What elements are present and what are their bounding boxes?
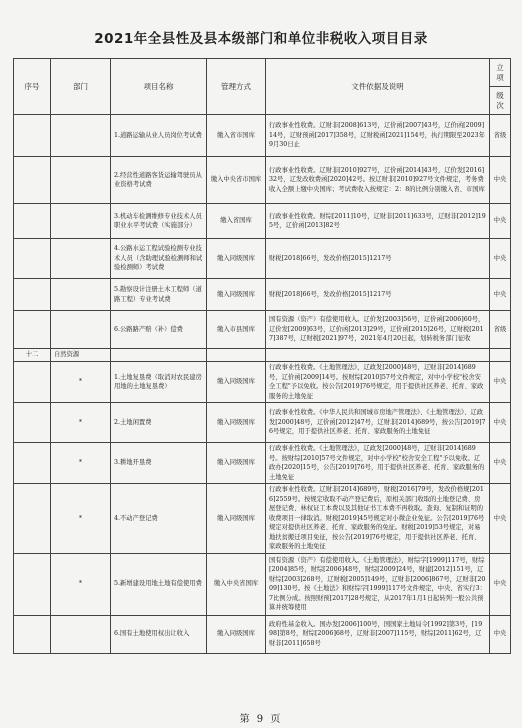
item-name-cell: 1.土地复垦费（取消对农民建房用地的土地复垦费）: [111, 362, 207, 403]
header-seq: 序号: [14, 59, 51, 115]
basis-cell: 行政事业性收费。《土地管理法》，辽政发[2000]48号，辽财非[2014]689号，辽价函[2009]14号。按财综[2010]57号文件规定，对中小学校"校舍安全工程"予以免收。按公告[2019]76号规定，用于提供社区养老、托育、家政服务的土地免征: [266, 362, 490, 403]
item-name-cell: 2.土地闲置费: [111, 403, 207, 443]
table-row: [14, 311, 511, 349]
category-seq: 十二: [14, 349, 51, 362]
item-name-cell: 5.新增建设用地土地有偿使用费: [111, 553, 207, 615]
table-row: [14, 362, 511, 403]
basis-cell: 行政事业性收费。辽财非[2008]613号，辽价函[2007]43号，辽价函[2009]14号，辽财预函[2017]358号，辽财税函[2021]154号，执行期限至2023年9月30日止: [266, 115, 490, 157]
item-name-cell: 2.经营性道路客货运输驾驶员从业资格考试费: [111, 157, 207, 204]
table-row: [14, 239, 511, 279]
table-row: [14, 615, 511, 653]
category-row: [14, 349, 511, 362]
item-name-cell: 6.公路路产赔（补）偿费: [111, 311, 207, 349]
mgmt-cell: 缴入同级国库: [207, 484, 266, 554]
level-cell: 中央: [490, 362, 511, 403]
mgmt-cell: 缴入中央省市国库: [207, 157, 266, 204]
mgmt-cell: 缴入省市国库: [207, 115, 266, 157]
level-cell: 中央: [490, 553, 511, 615]
item-name-cell: 5.勘察设计注册土木工程师（道路工程）专业考试费: [111, 279, 207, 311]
table-row: [14, 484, 511, 554]
header-dept: 部门: [51, 59, 111, 115]
mgmt-cell: 缴入同级国库: [207, 403, 266, 443]
item-name-cell: 4.公路水运工程试验检测专业技术人员（含助理试验检测师和试验检测师）考试费: [111, 239, 207, 279]
item-name-cell: 3.耕地开垦费: [111, 443, 207, 484]
basis-cell: 国有资源（资产）有偿使用收入。《土地管理法》，财综字[1999]117号，财综[2004]85号，财综[2006]48号，财综[2009]24号，财建[2012]151号，辽财综[2003]268号，辽财税[2005]149号，辽财非[2006]867号，辽财非[2009]130号。按《土地法》和财综字[1999]117号文件规定，中央、省实行3：7比例分成。按照财预[2017]28号规定，从2017年1月1日起转列一般公共预算并统筹使用: [266, 553, 490, 615]
level-cell: 中央: [490, 615, 511, 653]
table-row: [14, 115, 511, 157]
basis-cell: 行政事业性收费。《中华人民共和国城市房地产管理法》、《土地管理法》、辽政发[2000]48号，辽价函[2012]47号，辽财非[2014]689号，按公告[2019]76号规定，用于提供社区养老、托育、家政服务的土地免征: [266, 403, 490, 443]
mgmt-cell: 缴入同级国库: [207, 615, 266, 653]
basis-cell: 行政事业性收费。财综[2011]10号，辽财非[2011]633号，辽财非[2012]195号，辽价函[2013]82号: [266, 204, 490, 239]
basis-cell: 政府性基金收入。国办发[2006]100号，国国家土地局令[1992]第3号，[1998]第8号，财综[2006]68号，辽财非[2007]115号，财综[2011]62号，辽财非[2011]658号: [266, 615, 490, 653]
star-mark: *: [51, 362, 111, 403]
level-cell: 中央: [490, 157, 511, 204]
level-cell: 中央: [490, 239, 511, 279]
header-item: 项目名称: [111, 59, 207, 115]
table-row: [14, 204, 511, 239]
table-row: [14, 553, 511, 615]
mgmt-cell: 缴入中央省国库: [207, 553, 266, 615]
document-title: 2021年全县性及县本级部门和单位非税收入项目目录: [94, 31, 428, 47]
star-mark: *: [51, 443, 111, 484]
item-name-cell: 3.机动车检测维修专业技术人员职业水平考试费（实施部分）: [111, 204, 207, 239]
category-dept: 自然资源: [51, 349, 111, 362]
basis-cell: 行政事业性收费。《土地管理法》，辽政发[2000]48号，辽财非[2014]689号。按财综[2010]57号文件规定，对中小学校"校舍安全工程"予以免收。辽政办[2020]15号，公告[2019]76号，用于提供社区养老、托育、家政服务的土地免征: [266, 443, 490, 484]
table-row: [14, 157, 511, 204]
header-level-bottom: 级次: [490, 87, 511, 115]
table-row: [14, 443, 511, 484]
revenue-items-table: [13, 58, 511, 654]
level-cell: 中央: [490, 484, 511, 554]
header-basis: 文件依据及说明: [266, 59, 490, 115]
item-name-cell: 1.道路运输从业人员岗位考试费: [111, 115, 207, 157]
header-level-top: 立项: [490, 59, 511, 87]
item-name-cell: 4.不动产登记费: [111, 484, 207, 554]
level-cell: 省级: [490, 311, 511, 349]
table-row: [14, 403, 511, 443]
mgmt-cell: 缴入同级国库: [207, 362, 266, 403]
mgmt-cell: 缴入省国库: [207, 204, 266, 239]
mgmt-cell: 缴入市县国库: [207, 311, 266, 349]
level-cell: 中央: [490, 443, 511, 484]
level-cell: 省级: [490, 115, 511, 157]
star-mark: *: [51, 553, 111, 615]
star-mark: *: [51, 403, 111, 443]
basis-cell: 国有资源（资产）有偿使用收入。辽价发[2003]56号，辽价函[2006]60号，辽价发[2009]63号，辽价函[2013]29号，辽价函[2015]26号，辽财税[2017]387号，辽财税[2021]97号，2021年4月20日起，划转税务部门征收: [266, 311, 490, 349]
header-mgmt: 管理方式: [207, 59, 266, 115]
basis-cell: 财税[2018]66号，发改价格[2015]1217号: [266, 239, 490, 279]
level-cell: 中央: [490, 204, 511, 239]
page-number: 第 9 页: [239, 714, 283, 725]
star-mark: *: [51, 484, 111, 554]
level-cell: 中央: [490, 279, 511, 311]
mgmt-cell: 缴入同级国库: [207, 279, 266, 311]
basis-cell: 财税[2018]66号，发改价格[2015]1217号: [266, 279, 490, 311]
table-row: [14, 279, 511, 311]
mgmt-cell: 缴入同级国库: [207, 239, 266, 279]
basis-cell: 行政事业性收费。辽财非[2010]927号，辽价函[2014]43号，辽价发[2016]32号，辽发改收费函[2020]42号。按辽财非[2010]927号文件规定，考务费收入全额上缴中央国库；考试费收入按规定：2：8的比例分别缴入省、市国库: [266, 157, 490, 204]
mgmt-cell: 缴入同级国库: [207, 443, 266, 484]
item-name-cell: 6.国有土地使用权出让收入: [111, 615, 207, 653]
basis-cell: 行政事业性收费。辽财非[2014]689号，财税[2016]79号，发改价格规[2016]2559号。按规定收取不动产登记费后，原相关部门收取的土地登记费、房屋登记费、林权证工本费以及其他证书工本费不再收取。查询、复制和证明的收费项目一律取消。财税[2019]45号规定对小微企业免征。公告[2019]76号规定对提供社区养老、托育、家政服务的免征。财税[2019]53号规定，对易地扶贫搬迁项目免征，按公告[2019]76号规定，用于提供社区养老、托育、家政服务的土地免征: [266, 484, 490, 554]
level-cell: 中央: [490, 403, 511, 443]
